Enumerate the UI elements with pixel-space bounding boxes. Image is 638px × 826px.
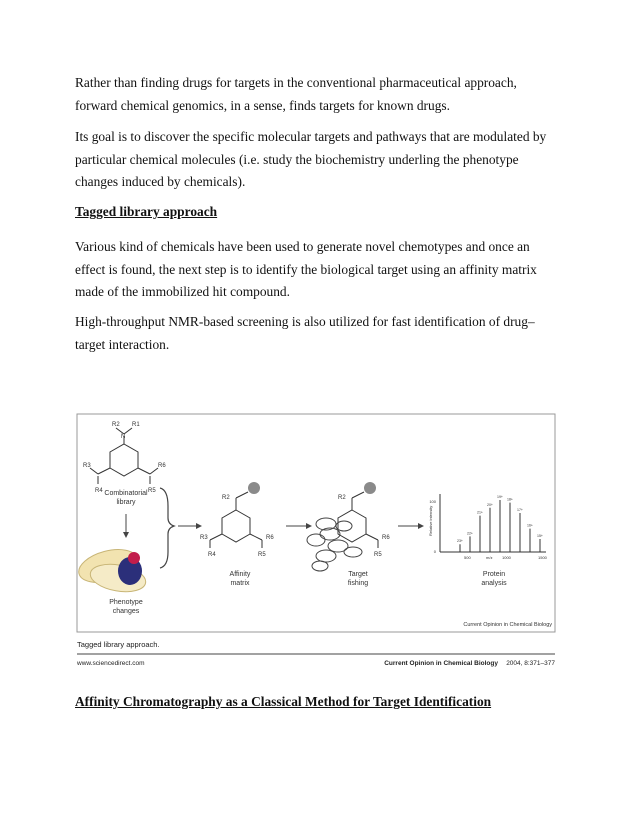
target-label: Target <box>348 571 368 578</box>
affinity-r3: R3 <box>200 535 208 541</box>
changes-label: changes <box>112 608 140 615</box>
ytick-0: 0 <box>433 549 436 554</box>
affinity-label: Affinity <box>229 571 251 578</box>
bead-icon <box>248 482 260 494</box>
journal-name: Current Opinion in Chemical Biology <box>384 660 498 667</box>
r3-label: R3 <box>83 463 91 469</box>
peak-label: 19+ <box>497 495 503 499</box>
r2-label: R2 <box>112 422 120 428</box>
intro-paragraph: Rather than finding drugs for targets in the conventional pharmaceutical approach, forward chemical genomics, in a sense, finds targets for known drugs. <box>75 75 517 113</box>
protein-label: Protein <box>482 571 506 578</box>
peak-label: 18+ <box>507 497 513 502</box>
phenotype-label: Phenotype <box>109 599 143 606</box>
n-label: N <box>121 434 126 440</box>
tagged-library-figure <box>68 406 564 672</box>
xtick-500: 500 <box>464 555 471 560</box>
matrix-label: matrix <box>230 580 250 587</box>
target-bead-icon <box>364 482 376 494</box>
peak-label: 22+ <box>467 531 473 536</box>
r4-label: R4 <box>95 488 103 494</box>
target-r2: R2 <box>338 495 346 501</box>
goal-paragraph: Its goal is to discover the specific molecular targets and pathways that are modulated by particular chemical molecules (i.e. study the biochemistry underling the phenotype changes induced by chemicals). <box>75 129 547 189</box>
peak-label: 23+ <box>457 539 463 544</box>
r6-label: R6 <box>158 463 166 469</box>
peak-label: 17+ <box>517 508 523 512</box>
r1-label: R1 <box>132 422 140 428</box>
affinity-r6: R6 <box>266 535 274 541</box>
spectrum-ylabel: Relative intensity <box>428 505 433 536</box>
ytick-100: 100 <box>429 499 436 504</box>
affinity-r2: R2 <box>222 495 230 501</box>
fishing-label: fishing <box>347 580 369 587</box>
chemotypes-paragraph: Various kind of chemicals have been used to generate novel chemotypes and once an effect is found, the next step is to identify the biological target using an affinity matrix made of the immobilized hit compound. <box>75 239 537 299</box>
journal-citation: 2004, 8:371–377 <box>506 660 555 667</box>
target-r6: R6 <box>382 535 390 541</box>
affinity-r5: R5 <box>258 552 266 558</box>
peak-label: 16+ <box>527 523 533 528</box>
source-url: www.sciencedirect.com <box>77 660 145 667</box>
nmr-paragraph: High-throughput NMR-based screening is also utilized for fast identification of drug–target interaction. <box>75 314 535 352</box>
target-r5: R5 <box>374 552 382 558</box>
figure-credit: Current Opinion in Chemical Biology <box>463 622 552 628</box>
xtick-1000: 1000 <box>502 555 511 560</box>
peak-label: 21+ <box>477 510 483 515</box>
peak-label: 15+ <box>537 534 543 538</box>
peak-label: 20+ <box>487 502 493 507</box>
library-label: library <box>116 499 136 506</box>
affinity-chromatography-heading: Affinity Chromatography as a Classical Method for Target Identification <box>75 694 492 709</box>
tagged-library-heading: Tagged library approach <box>75 204 218 219</box>
spectrum-xlabel: m/z <box>486 555 493 560</box>
affinity-r4: R4 <box>208 552 216 558</box>
analysis-label: analysis <box>481 580 507 587</box>
combinatorial-label: Combinatorial <box>104 490 148 497</box>
r5-label: R5 <box>148 488 156 494</box>
figure-caption: Tagged library approach. <box>77 640 160 649</box>
xtick-1500: 1500 <box>538 555 547 560</box>
